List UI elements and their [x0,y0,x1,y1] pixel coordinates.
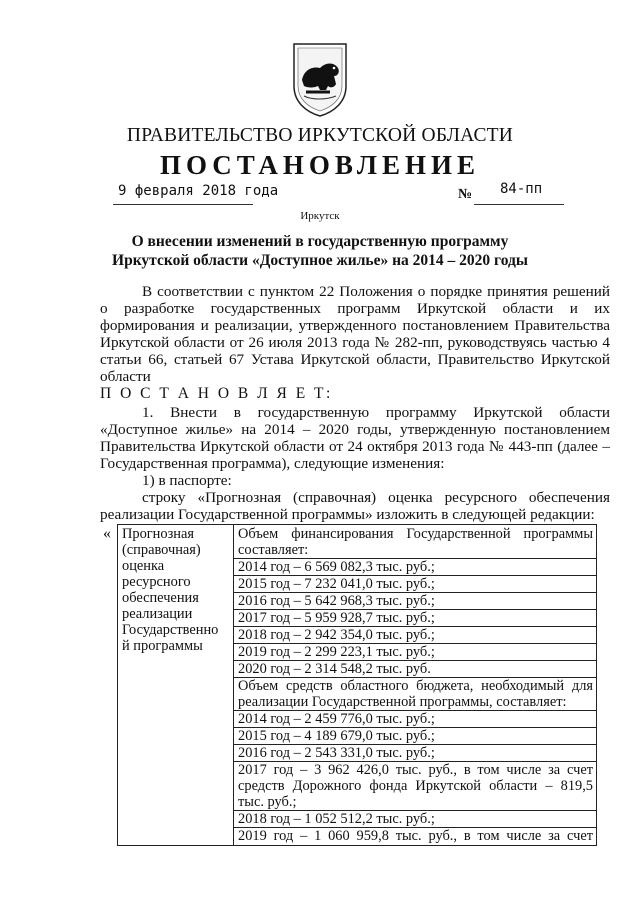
total-2018: 2018 год – 2 942 354,0 тыс. руб.; [238,627,435,643]
regional-2016: 2016 год – 2 543 331,0 тыс. руб.; [238,745,435,761]
decree-word: П О С Т А Н О В Л Я Е Т: [100,385,333,402]
paragraph-1-1: 1) в паспорте: [142,472,232,489]
paragraph-1: 1. Внести в государственную программу Иркутской области «Доступное жилье» на 2014 – 2020 годы, утвержденную постановлением Правительства Иркутской области от 24 октября 2013 года № 443-пп (далее – Государственная программа), следующие изменения: [100,404,610,472]
document-number: 84-пп [500,181,543,197]
regional-2014: 2014 год – 2 459 776,0 тыс. руб.; [238,711,435,727]
regional-budget-header: Объем средств областного бюджета, необходимый для реализации Государственной программы, составляет: [238,678,593,710]
regional-2018: 2018 год – 1 052 512,2 тыс. руб.; [238,811,435,827]
row-value-cell [234,525,597,846]
total-2017: 2017 год – 5 959 928,7 тыс. руб.; [238,610,435,626]
total-2016: 2016 год – 5 642 968,3 тыс. руб.; [238,593,435,609]
row-label-cell [118,525,234,846]
total-2014: 2014 год – 6 569 082,3 тыс. руб.; [238,559,435,575]
number-underline [474,204,564,205]
number-mark: № [458,187,473,202]
row-label-line: Прогнозная [122,526,194,542]
paragraph-basis: В соответствии с пунктом 22 Положения о порядке принятия решений о разработке государственных программ Иркутской области и их формирования и реализации, утвержденного постановлением Правительства Иркутской области от 26 июля 2013 года № 282-пп, руководствуясь частью 4 статьи 66, статьей 67 Устава Иркутской области, Правительство Иркутской области [100,283,610,385]
row-label-line: Государственно [122,622,219,638]
row-label-line: ресурсного [122,574,191,590]
document-title: О внесении изменений в государственную программу Иркутской области «Доступное жилье» на 2014 – 2020 годы [112,233,528,269]
quote-open-mark: « [103,525,111,542]
government-name: ПРАВИТЕЛЬСТВО ИРКУТСКОЙ ОБЛАСТИ [126,125,514,146]
total-2019: 2019 год – 2 299 223,1 тыс. руб.; [238,644,435,660]
city: Иркутск [300,210,340,222]
row-label-line: оценка [122,558,165,574]
total-2015: 2015 год – 7 232 041,0 тыс. руб.; [238,576,435,592]
row-label-line: (справочная) [122,542,201,558]
total-funding-header: Объем финансирования Государственной программы составляет: [238,526,593,558]
paragraph-row-change: строку «Прогнозная (справочная) оценка ресурсного обеспечения реализации Государственной программы» изложить в следующей редакции: [100,489,610,523]
regional-2017: 2017 год – 3 962 426,0 тыс. руб., в том числе за счет средств Дорожного фонда Иркутской области – 819,5 тыс. руб.; [238,762,593,810]
date-underline [113,204,253,205]
table-row [118,525,597,846]
regional-2019: 2019 год – 1 060 959,8 тыс. руб., в том числе за счет [238,828,593,844]
row-label-line: й программы [122,638,203,654]
document-type: ПОСТАНОВЛЕНИЕ [159,150,481,180]
passport-table [117,524,597,846]
total-2020: 2020 год – 2 314 548,2 тыс. руб. [238,661,431,677]
regional-2015: 2015 год – 4 189 679,0 тыс. руб.; [238,728,435,744]
row-label-line: обеспечения [122,590,199,606]
coat-of-arms-icon [290,40,350,118]
document-date: 9 февраля 2018 года [118,183,279,199]
row-label-line: реализации [122,606,193,622]
